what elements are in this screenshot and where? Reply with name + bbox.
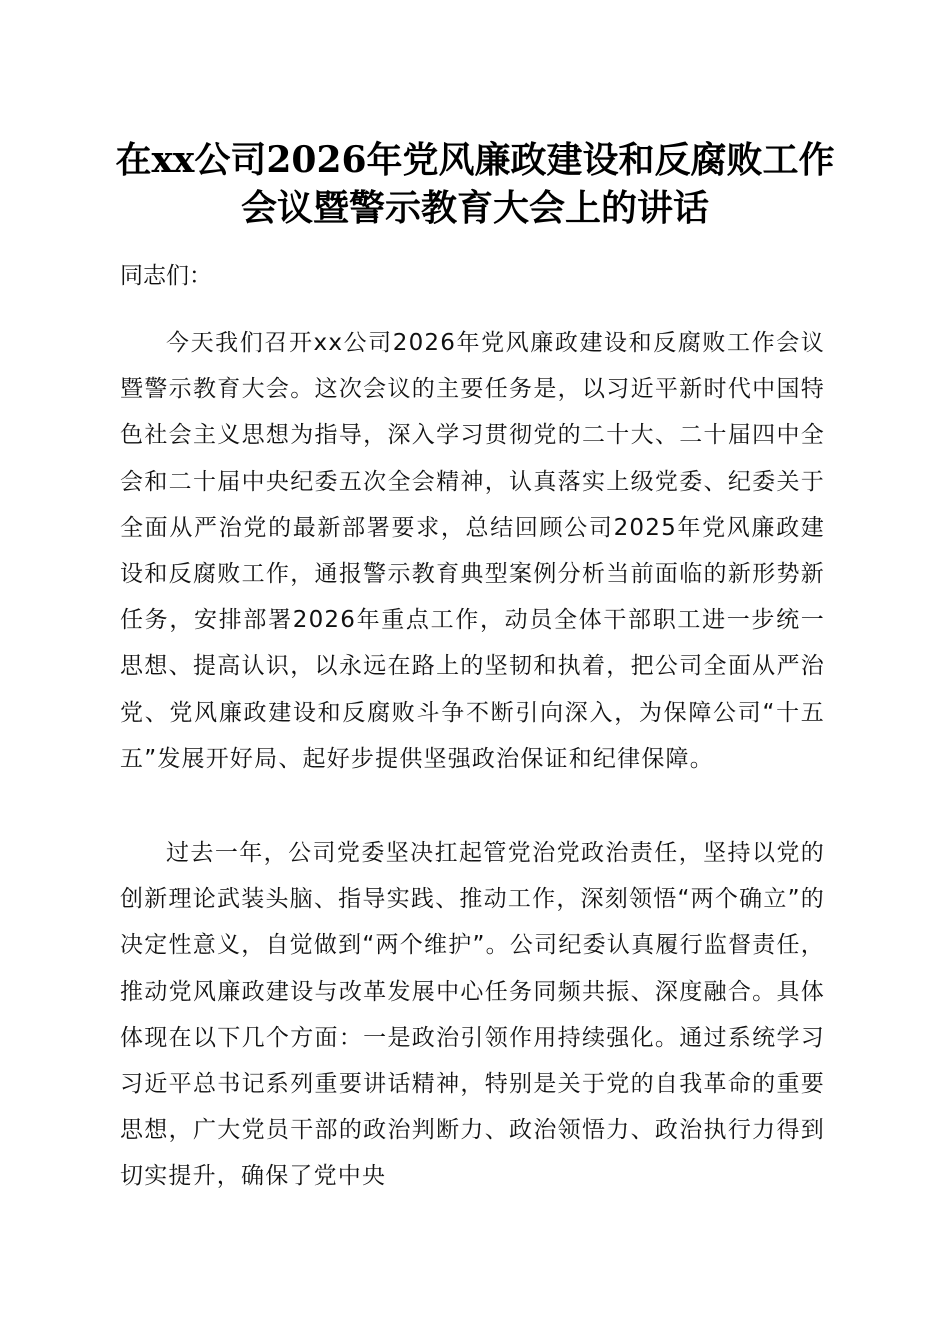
paragraph-1: 今天我们召开xx公司2026年党风廉政建设和反腐败工作会议暨警示教育大会。这次会议的主要任务是，以习近平新时代中国特色社会主义思想为指导，深入学习贯彻党的二十大、二十届四中全会和二十届中央纪委五次全会精神，认真落实上级党委、纪委关于全面从严治党的最新部署要求，总结回顾公司2025年党风廉政建设和反腐败工作，通报警示教育典型案例分析当前面临的新形势新任务，安排部署2026年重点工作，动员全体干部职工进一步统一思想、提高认识，以永远在路上的坚韧和执着，把公司全面从严治党、党风廉政建设和反腐败斗争不断引向深入，为保障公司“十五五”发展开好局、起好步提供坚强政治保证和纪律保障。	[120, 330, 825, 772]
document-title-line-1: 在xx公司2026年党风廉政建设和反腐败工作	[115, 139, 835, 181]
document-title-line-2: 会议暨警示教育大会上的讲话	[240, 187, 709, 229]
paragraph-2: 过去一年，公司党委坚决扛起管党治党政治责任，坚持以党的创新理论武装头脑、指导实践、推动工作，深刻领悟“两个确立”的决定性意义，自觉做到“两个维护”。公司纪委认真履行监督责任，推动党风廉政建设与改革发展中心任务同频共振、深度融合。具体体现在以下几个方面：一是政治引领作用持续强化。通过系统学习习近平总书记系列重要讲话精神，特别是关于党的自我革命的重要思想，广大党员干部的政治判断力、政治领悟力、政治执行力得到切实提升，确保了党中央	[120, 840, 825, 1190]
salutation: 同志们：	[120, 263, 212, 289]
